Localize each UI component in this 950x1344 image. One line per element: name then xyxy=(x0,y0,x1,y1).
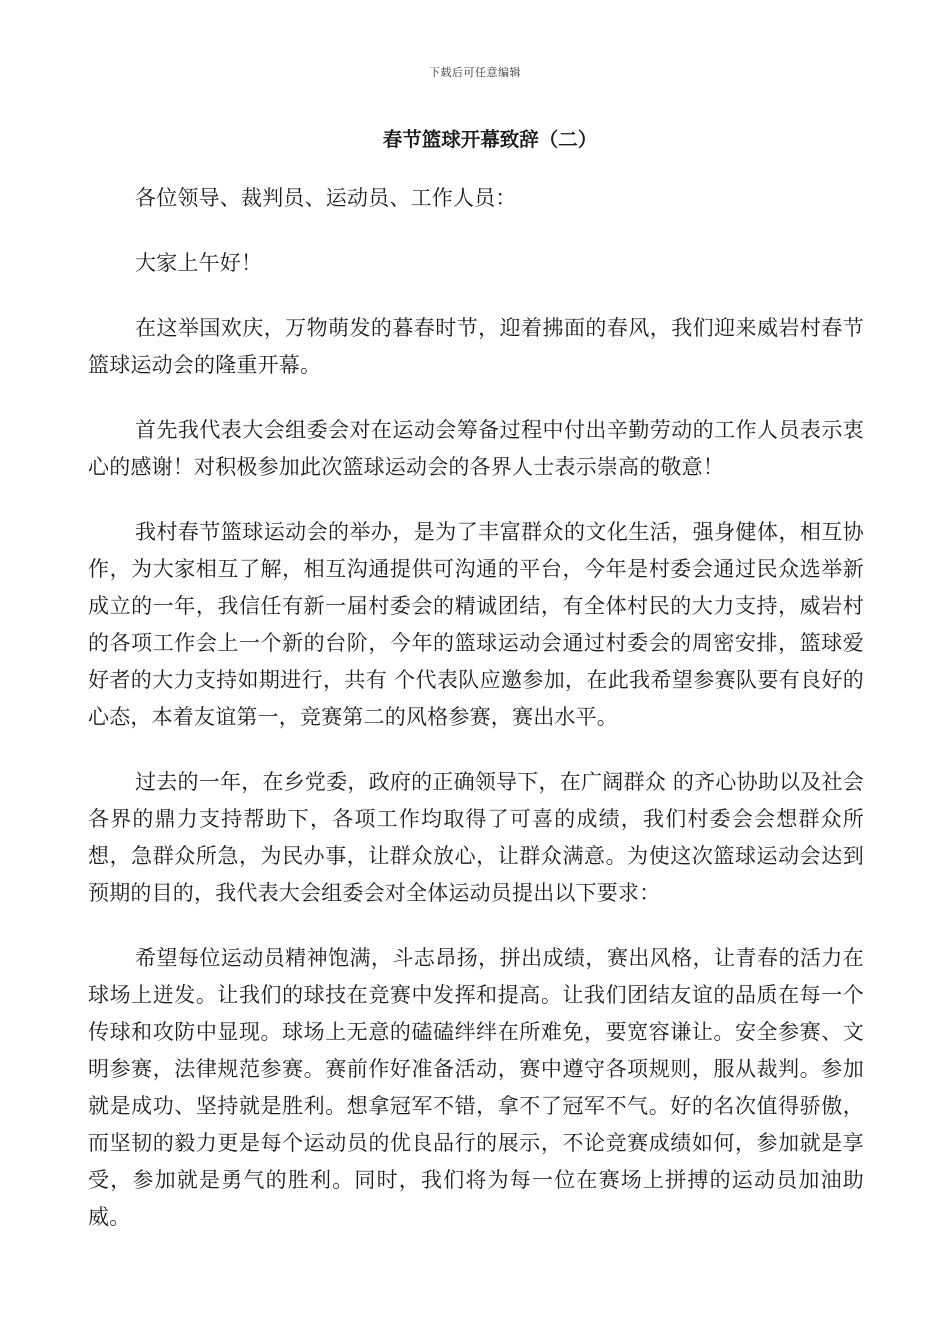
document-title: 春节篮球开幕致辞（二） xyxy=(382,128,598,151)
salutation: 各位领导、裁判员、运动员、工作人员： xyxy=(135,186,517,210)
paragraph-requirements: 希望每位运动员精神饱满，斗志昂扬，拼出成绩，赛出风格，让青春的活力在球场上迸发。让我们的球技在竞赛中发挥和提高。让我们团结友谊的品质在每一个传球和攻防中显现。球场上无意的磕磕绊绊在所难免，要宽容谦让。安全参赛、文明参赛，法律规范参赛。赛前作好准备活动，赛中遵守各项规则，服从裁判。参加就是成功、坚持就是胜利。想拿冠军不错，拿不了冠军不气。好的名次值得骄傲，而坚韧的毅力更是每个运动员的优良品行的展示，不论竞赛成绩如何，参加就是享受，参加就是勇气的胜利。同时，我们将为每一位在赛场上拼搏的运动员加油助威。 xyxy=(88,946,864,1229)
document-body xyxy=(88,180,864,1264)
paragraph-purpose: 我村春节篮球运动会的举办，是为了丰富群众的文化生活，强身健体，相互协作，为大家相互了解，相互沟通提供可沟通的平台，今年是村委会通过民众选举新成立的一年，我信任有新一届村委会的精诚团结，有全体村民的大力支持，威岩村的各项工作会上一个新的台阶，今年的篮球运动会通过村委会的周密安排，篮球爱好者的大力支持如期进行，共有 个代表队应邀参加，在此我希望参赛队要有良好的心态，本着友谊第一，竞赛第二的风格参赛，赛出水平。 xyxy=(88,520,864,729)
header-note: 下载后可任意编辑 xyxy=(429,66,521,79)
greeting: 大家上午好！ xyxy=(135,251,263,275)
paragraph-review: 过去的一年，在乡党委，政府的正确领导下，在广阔群众 的齐心协助以及社会各界的鼎力支持帮助下，各项工作均取得了可喜的成绩，我们村委会会想群众所想，急群众所急，为民办事，让群众放心，让群众满意。为使这次篮球运动会达到预期的目的，我代表大会组委会对全体运动员提出以下要求： xyxy=(88,770,864,905)
paragraph-opening: 在这举国欢庆，万物萌发的暮春时节，迎着拂面的春风，我们迎来威岩村春节篮球运动会的隆重开幕。 xyxy=(88,316,864,377)
paragraph-thanks: 首先我代表大会组委会对在运动会筹备过程中付出辛勤劳动的工作人员表示衷心的感谢！对积极参加此次篮球运动会的各界人士表示崇高的敬意！ xyxy=(88,418,864,479)
